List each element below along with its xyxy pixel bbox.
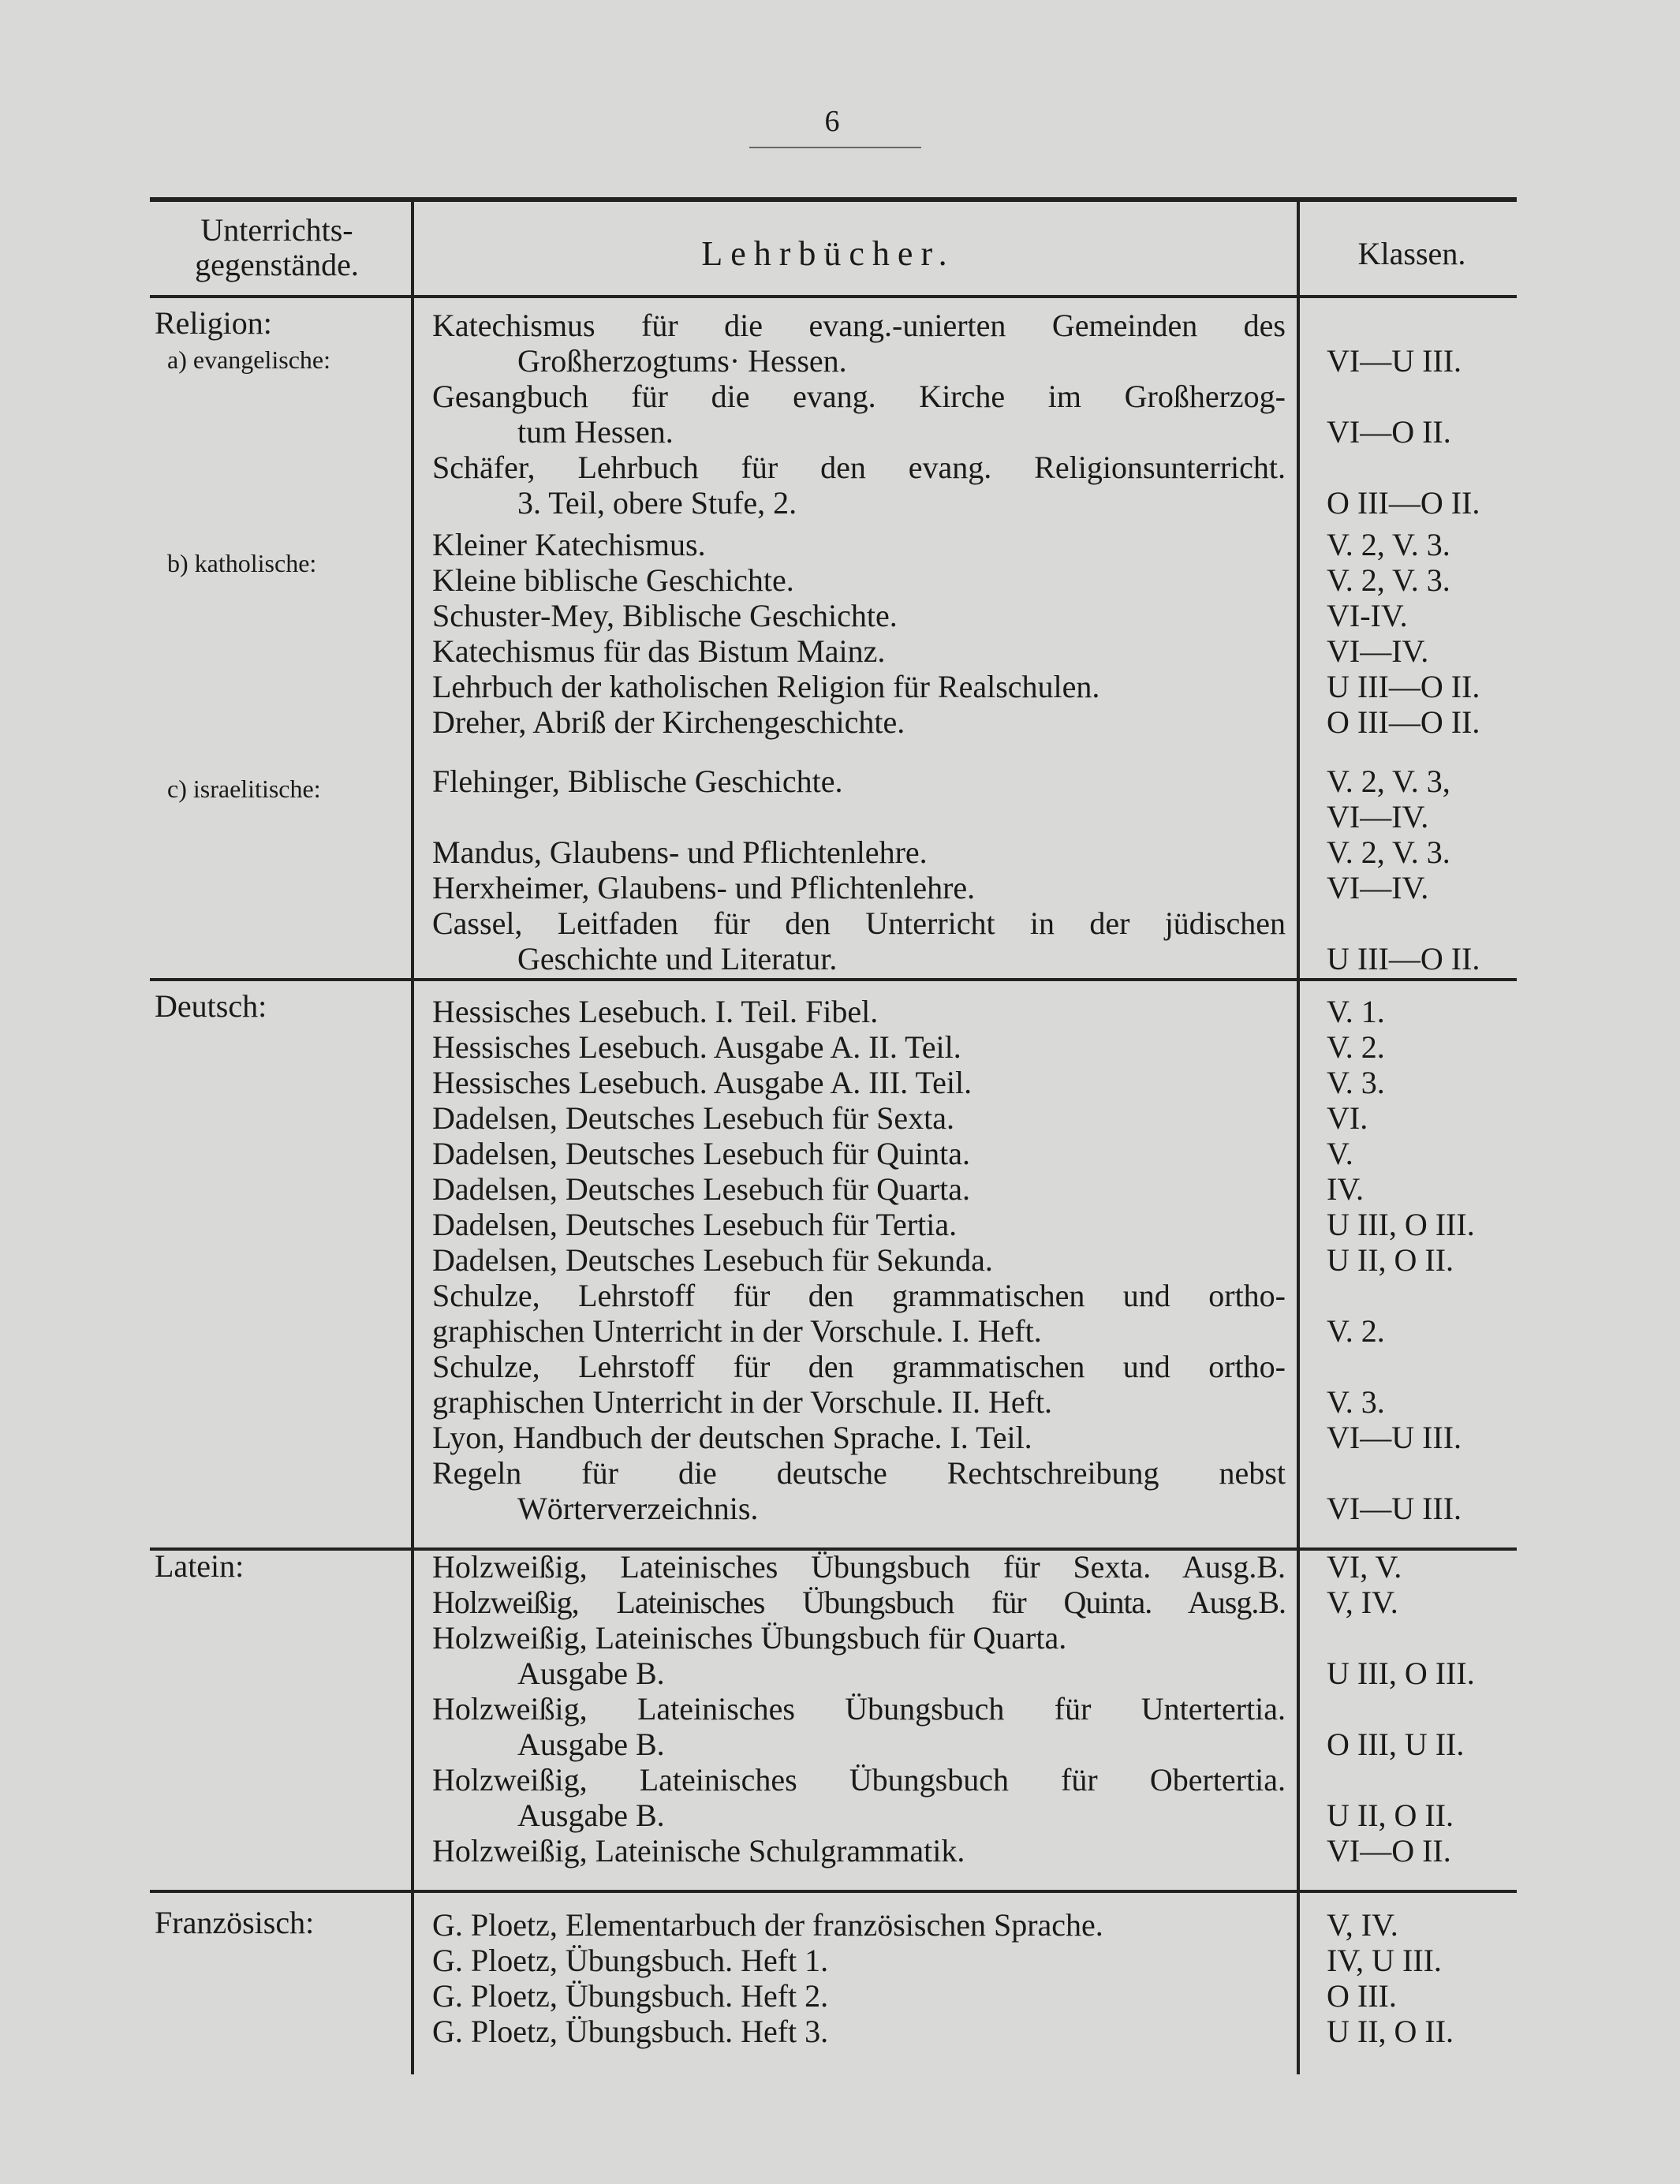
book-entry	[432, 1065, 1286, 1100]
book-entry	[432, 450, 1286, 521]
book-entry	[432, 763, 1286, 799]
book-title-line: Ausgabe B.	[517, 1656, 665, 1691]
table-header-rule	[150, 295, 1517, 298]
book-entry	[432, 1585, 1286, 1620]
class-range: U III, O III.	[1327, 1207, 1475, 1242]
subject-religion-evangelisch: a) evangelische:	[167, 345, 330, 374]
book-title-line: Dadelsen, Deutsches Lesebuch für Sexta.	[432, 1100, 954, 1136]
book-title-line: Regeln für die deutsche Rechtschreibung nebst	[432, 1455, 1286, 1491]
book-entry	[432, 1620, 1286, 1691]
book-title-line: Schuster-Mey, Biblische Geschichte.	[432, 598, 898, 633]
class-range: VI—U III.	[1327, 343, 1462, 379]
header-books: Lehrbücher.	[701, 234, 955, 273]
class-range: VI—O II.	[1327, 1833, 1451, 1869]
table-top-rule	[150, 197, 1517, 202]
book-entry	[432, 834, 1286, 870]
section-rule-franzoesisch	[150, 1890, 1517, 1893]
book-title-line: Hessisches Lesebuch. Ausgabe A. III. Teil.	[432, 1065, 973, 1100]
class-range: V, IV.	[1327, 1907, 1398, 1943]
class-range: O III.	[1327, 1978, 1397, 2014]
book-title-line: Ausgabe B.	[517, 1727, 665, 1762]
subject-latein: Latein:	[155, 1548, 245, 1584]
book-entry	[432, 379, 1286, 450]
section-rule-deutsch	[150, 978, 1517, 981]
class-range: VI—IV.	[1327, 633, 1429, 669]
book-title-line: Schulze, Lehrstoff für den grammatischen und ortho-	[432, 1278, 1286, 1313]
class-range: V.	[1327, 1136, 1353, 1171]
book-entry	[432, 633, 1286, 669]
book-title-line: Dadelsen, Deutsches Lesebuch für Quarta.	[432, 1171, 970, 1207]
book-title-line: G. Ploetz, Übungsbuch. Heft 2.	[432, 1978, 829, 2014]
header-classes: Klassen.	[1357, 236, 1466, 271]
book-entry	[432, 1349, 1286, 1420]
column-divider-classes	[1297, 202, 1300, 2074]
book-entry	[432, 870, 1286, 905]
book-title-line: graphischen Unterricht in der Vorschule. II. Heft.	[432, 1384, 1053, 1420]
book-entry	[432, 1029, 1286, 1065]
book-entry	[432, 1691, 1286, 1762]
book-entry	[432, 1242, 1286, 1278]
book-entry	[432, 598, 1286, 633]
book-entry	[432, 994, 1286, 1029]
book-title-line: Wörterverzeichnis.	[517, 1491, 759, 1526]
class-range: U III—O II.	[1327, 941, 1480, 976]
class-range: V. 1.	[1327, 994, 1385, 1029]
book-title-line: G. Ploetz, Übungsbuch. Heft 1.	[432, 1943, 829, 1978]
book-entry	[432, 669, 1286, 704]
class-range: VI—U III.	[1327, 1491, 1462, 1526]
class-range: V. 2.	[1327, 1313, 1385, 1349]
class-range: V. 2, V. 3,	[1327, 763, 1450, 799]
class-range-continued: VI—IV.	[1327, 799, 1429, 834]
book-title-line: tum Hessen.	[517, 414, 674, 450]
book-entry	[432, 1100, 1286, 1136]
book-title-line: Dadelsen, Deutsches Lesebuch für Tertia.	[432, 1207, 958, 1242]
book-title-line: G. Ploetz, Elementarbuch der französischen Sprache.	[432, 1907, 1103, 1943]
class-range: VI—IV.	[1327, 870, 1429, 905]
book-title-line: Katechismus für das Bistum Mainz.	[432, 633, 886, 669]
book-title-line: Hessisches Lesebuch. I. Teil. Fibel.	[432, 994, 879, 1029]
book-entry	[432, 1978, 1286, 2014]
class-range: O III—O II.	[1327, 704, 1480, 740]
book-title-line: Holzweißig, Lateinisches Übungsbuch für Obertertia.	[432, 1762, 1286, 1798]
book-title-line: Großherzogtums· Hessen.	[517, 343, 847, 379]
class-range: V. 2, V. 3.	[1327, 834, 1450, 870]
book-title-line: Dadelsen, Deutsches Lesebuch für Sekunda.	[432, 1242, 993, 1278]
header-subject-line-2: gegenstände.	[195, 247, 359, 282]
book-title-line: Gesangbuch für die evang. Kirche im Großherzog-	[432, 379, 1286, 414]
book-title-line: Schäfer, Lehrbuch für den evang. Religionsunterricht.	[432, 450, 1286, 485]
book-title-line: Kleine biblische Geschichte.	[432, 562, 794, 598]
class-range: U III, O III.	[1327, 1656, 1475, 1691]
class-range: VI—O II.	[1327, 414, 1451, 450]
book-title-line: graphischen Unterricht in der Vorschule. I. Heft.	[432, 1313, 1042, 1349]
book-entry	[432, 1207, 1286, 1242]
book-title-line: Geschichte und Literatur.	[517, 941, 838, 976]
book-title-line: Dreher, Abriß der Kirchengeschichte.	[432, 704, 905, 740]
class-range: V. 2.	[1327, 1029, 1385, 1065]
book-title-line: Lyon, Handbuch der deutschen Sprache. I. Teil.	[432, 1420, 1032, 1455]
class-range: O III—O II.	[1327, 485, 1480, 521]
book-title-line: Herxheimer, Glaubens- und Pflichtenlehre.	[432, 870, 976, 905]
class-range: IV, U III.	[1327, 1943, 1442, 1978]
book-title-line: Mandus, Glaubens- und Pflichtenlehre.	[432, 834, 928, 870]
class-range: VI-IV.	[1327, 598, 1408, 633]
book-entry	[432, 1455, 1286, 1526]
book-title-line: Dadelsen, Deutsches Lesebuch für Quinta.	[432, 1136, 970, 1171]
class-range: U III—O II.	[1327, 669, 1480, 704]
page-number-rule	[749, 147, 921, 148]
book-title-line: Lehrbuch der katholischen Religion für Realschulen.	[432, 669, 1100, 704]
book-entry	[432, 2014, 1286, 2049]
book-entry	[432, 1907, 1286, 1943]
column-divider-subject	[411, 202, 414, 2074]
book-entry	[432, 1278, 1286, 1349]
class-range: V. 2, V. 3.	[1327, 562, 1450, 598]
book-entry	[432, 1171, 1286, 1207]
book-title-line: Holzweißig, Lateinisches Übungsbuch für Quarta.	[432, 1620, 1067, 1656]
book-title-line: Holzweißig, Lateinisches Übungsbuch für Untertertia.	[432, 1691, 1286, 1727]
book-entry	[432, 704, 1286, 740]
book-entry	[432, 308, 1286, 379]
book-title-line: 3. Teil, obere Stufe, 2.	[517, 485, 797, 521]
header-subject-line-1: Unterrichts-	[200, 212, 353, 248]
book-title-line: Kleiner Katechismus.	[432, 527, 706, 562]
class-range: V. 3.	[1327, 1065, 1385, 1100]
subject-religion-israelitisch: c) israelitische:	[167, 775, 321, 803]
header-subject	[155, 213, 399, 282]
book-title-line: G. Ploetz, Übungsbuch. Heft 3.	[432, 2014, 829, 2049]
class-range: V, IV.	[1327, 1585, 1398, 1620]
book-title-line: Hessisches Lesebuch. Ausgabe A. II. Teil.	[432, 1029, 961, 1065]
book-entry	[432, 1833, 1286, 1869]
class-range: VI—U III.	[1327, 1420, 1462, 1455]
class-range: V. 2, V. 3.	[1327, 527, 1450, 562]
class-range: VI.	[1327, 1100, 1368, 1136]
book-title-line: Cassel, Leitfaden für den Unterricht in der jüdischen	[432, 905, 1286, 941]
class-range: IV.	[1327, 1171, 1365, 1207]
subject-deutsch: Deutsch:	[155, 988, 267, 1024]
class-range: U II, O II.	[1327, 1798, 1454, 1833]
book-title-line: Holzweißig, Lateinische Schulgrammatik.	[432, 1833, 965, 1869]
page-number: 6	[824, 105, 840, 138]
class-range: U II, O II.	[1327, 2014, 1454, 2049]
book-title-line: Ausgabe B.	[517, 1798, 665, 1833]
class-range: U II, O II.	[1327, 1242, 1454, 1278]
subject-religion: Religion:	[155, 305, 272, 341]
book-entry	[432, 1762, 1286, 1833]
book-entry	[432, 1136, 1286, 1171]
subject-franzoesisch: Französisch:	[155, 1905, 315, 1940]
book-entry	[432, 562, 1286, 598]
book-title-line: Flehinger, Biblische Geschichte.	[432, 763, 843, 799]
book-title-line: Holzweißig, Lateinisches Übungsbuch für Sexta. Ausg.B.	[432, 1549, 1286, 1585]
book-title-line: Katechismus für die evang.-unierten Gemeinden des	[432, 308, 1286, 343]
class-range: O III, U II.	[1327, 1727, 1465, 1762]
book-entry	[432, 527, 1286, 562]
subject-religion-katholisch: b) katholische:	[167, 549, 317, 577]
book-entry	[432, 1549, 1286, 1585]
class-range: VI, V.	[1327, 1549, 1402, 1585]
book-entry	[432, 905, 1286, 976]
book-entry	[432, 1420, 1286, 1455]
book-title-line: Holzweißig, Lateinisches Übungsbuch für Quinta. Ausg.B.	[432, 1585, 1286, 1620]
book-entry	[432, 1943, 1286, 1978]
class-range: V. 3.	[1327, 1384, 1385, 1420]
book-title-line: Schulze, Lehrstoff für den grammatischen und ortho-	[432, 1349, 1286, 1384]
